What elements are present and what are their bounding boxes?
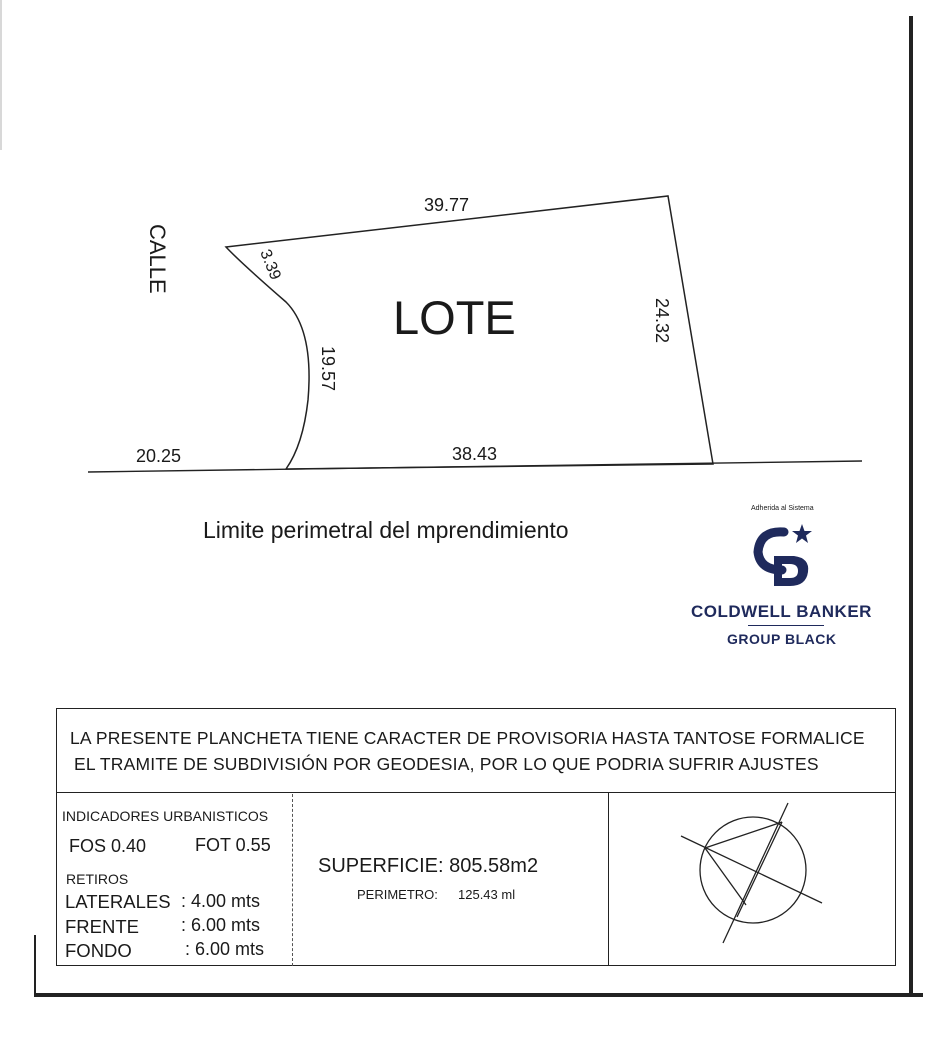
retiro-fondo-value: : 6.00 mts <box>185 939 265 959</box>
dimension-arc-small: 3.39 <box>256 247 284 283</box>
street-label: CALLE <box>145 224 170 294</box>
retiro-laterales-label: LATERALES <box>65 891 171 912</box>
retiro-fondo-label: FONDO <box>65 940 132 961</box>
dimension-top: 39.77 <box>424 195 470 215</box>
retiro-frente-value: : 6.00 mts <box>181 915 261 935</box>
lot-label: LOTE <box>393 291 516 344</box>
logo-divider <box>748 625 824 626</box>
perimetro-label: PERIMETRO: <box>357 887 438 902</box>
dimension-bottom: 38.43 <box>452 444 498 464</box>
perimetro-value: 125.43 ml <box>458 887 516 902</box>
dimension-right: 24.32 <box>652 298 672 344</box>
coldwell-banker-logo-icon <box>752 522 816 592</box>
perimeter-caption: Limite perimetral del mprendimiento <box>203 517 569 543</box>
superficie-value: SUPERFICIE: 805.58m2 <box>318 855 539 877</box>
title-block-column-divider-1 <box>292 794 293 966</box>
logo-brand-name: COLDWELL BANKER <box>691 602 872 621</box>
retiro-frente-label: FRENTE <box>65 916 139 937</box>
title-block-divider <box>56 792 896 793</box>
notice-line-1: LA PRESENTE PLANCHETA TIENE CARACTER DE PROVISORIA HASTA TANTOSE FORMALICE <box>70 728 865 748</box>
dimension-arc-large: 19.57 <box>318 346 338 392</box>
logo-brand-subtitle: GROUP BLACK <box>727 631 837 647</box>
retiros-title: RETIROS <box>66 871 129 887</box>
title-block-column-divider-2 <box>608 793 609 966</box>
notice-line-2: EL TRAMITE DE SUBDIVISIÓN POR GEODESIA, POR LO QUE PODRIA SUFRIR AJUSTES <box>74 754 819 774</box>
indicator-fos: FOS 0.40 <box>69 836 147 856</box>
retiro-laterales-value: : 4.00 mts <box>181 891 261 911</box>
indicators-title: INDICADORES URBANISTICOS <box>62 808 269 824</box>
dimension-bottom-left: 20.25 <box>136 446 182 466</box>
logo-adherida-text: Adherida al Sistema <box>751 505 814 512</box>
indicator-fot: FOT 0.55 <box>195 835 271 855</box>
